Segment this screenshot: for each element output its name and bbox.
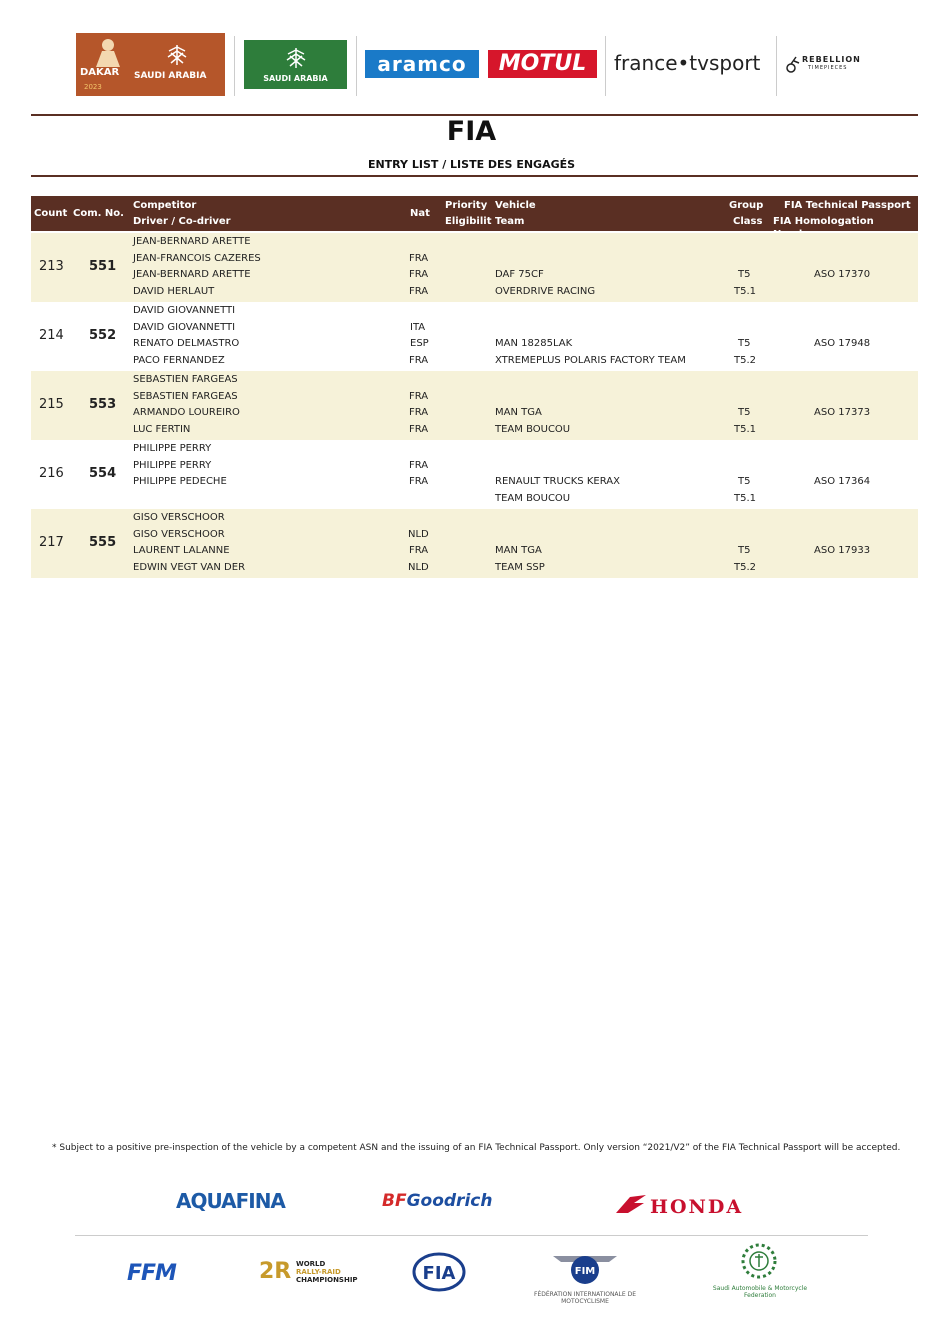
class-cell: T5.2 xyxy=(734,354,757,366)
group-cell: T5 xyxy=(738,545,751,556)
fim-logo-icon xyxy=(549,1248,621,1290)
nat-cell: FRA xyxy=(409,423,429,435)
dakar-rider-icon xyxy=(88,37,128,67)
crew-cell: DAVID GIOVANNETTI xyxy=(133,321,236,333)
col-eligibility: Eligibilit xyxy=(445,216,492,227)
competitor-cell: SEBASTIEN FARGEAS xyxy=(133,374,238,385)
nat-cell: FRA xyxy=(409,545,429,556)
count-cell: 217 xyxy=(39,535,64,550)
col-class: Class xyxy=(733,216,763,227)
nat-cell: FRA xyxy=(409,390,429,402)
com-no-cell: 552 xyxy=(89,328,117,343)
nat-cell: FRA xyxy=(409,285,429,297)
col-nat: Nat xyxy=(410,208,430,219)
palm-icon xyxy=(284,44,308,70)
com-no-cell: 551 xyxy=(89,259,117,274)
col-driver-codriver: Driver / Co-driver xyxy=(133,216,231,227)
motul-logo: MOTUL xyxy=(488,50,597,78)
col-count: Count xyxy=(34,208,68,219)
crew-cell: LAURENT LALANNE xyxy=(133,545,230,556)
col-competitor: Competitor xyxy=(133,200,197,211)
passport-cell: ASO 17364 xyxy=(814,476,871,487)
world-rally-raid-text: WORLD RALLY-RAID CHAMPIONSHIP xyxy=(296,1260,358,1284)
table-row xyxy=(31,371,918,440)
logo-divider xyxy=(776,36,777,96)
table-header xyxy=(31,196,918,231)
logo-divider xyxy=(356,36,357,96)
count-cell: 215 xyxy=(39,397,64,412)
table-row xyxy=(31,509,918,578)
title-rule xyxy=(31,175,918,177)
crew-cell: GISO VERSCHOOR xyxy=(133,528,225,540)
crew-cell: DAVID HERLAUT xyxy=(133,285,215,297)
table-row xyxy=(31,302,918,371)
footnote: * Subject to a positive pre-inspection of the vehicle by a competent ASN and the issuing of an FIA Technical Passport. Only version “2021/V2” of the FIA Technical Passport will be accepted. xyxy=(52,1143,901,1153)
passport-cell: ASO 17373 xyxy=(814,407,871,418)
team-cell: OVERDRIVE RACING xyxy=(495,285,596,297)
col-priority: Priority xyxy=(445,200,488,211)
passport-cell: ASO 17948 xyxy=(814,338,871,349)
page-title: FIA xyxy=(446,116,497,147)
nat-cell: ITA xyxy=(410,321,426,333)
fim-logo-text: FIM xyxy=(574,1266,596,1277)
ffm-logo: FFM xyxy=(127,1261,176,1286)
vehicle-cell: MAN TGA xyxy=(495,407,542,418)
col-vehicle: Vehicle xyxy=(495,200,536,211)
competitor-cell: DAVID GIOVANNETTI xyxy=(133,305,236,316)
col-passport: FIA Technical Passport xyxy=(784,200,911,211)
crew-cell: ARMANDO LOUREIRO xyxy=(133,407,240,418)
page-subtitle: ENTRY LIST / LISTE DES ENGAGÉS xyxy=(367,158,576,171)
crew-cell: SEBASTIEN FARGEAS xyxy=(133,390,238,402)
count-cell: 216 xyxy=(39,466,64,481)
honda-wing-icon xyxy=(614,1193,648,1215)
rebellion-icon xyxy=(786,55,800,73)
passport-cell: ASO 17370 xyxy=(814,269,871,280)
footer-divider xyxy=(75,1235,868,1236)
col-team: Team xyxy=(495,216,525,227)
competitor-cell: PHILIPPE PERRY xyxy=(133,443,212,454)
vehicle-cell: DAF 75CF xyxy=(495,269,544,280)
dakar-logo: DAKAR 2023 SAUDI ARABIA xyxy=(76,33,225,96)
class-cell: T5.1 xyxy=(734,492,757,504)
france-tv-sport-logo: france•tvsport xyxy=(614,51,761,75)
vehicle-cell: MAN TGA xyxy=(495,545,542,556)
count-cell: 213 xyxy=(39,259,64,274)
nat-cell: NLD xyxy=(408,561,429,573)
logo-divider xyxy=(605,36,606,96)
table-row xyxy=(31,233,918,302)
group-cell: T5 xyxy=(738,269,751,280)
nat-cell: FRA xyxy=(409,459,429,471)
nat-cell: NLD xyxy=(408,528,429,540)
fia-seal-text: FIA xyxy=(422,1263,456,1284)
team-cell: XTREMEPLUS POLARIS FACTORY TEAM xyxy=(495,354,686,366)
fim-text: FÉDÉRATION INTERNATIONALE DE MOTOCYCLISME xyxy=(534,1291,636,1305)
crew-cell: LUC FERTIN xyxy=(133,423,191,435)
col-com-no: Com. No. xyxy=(73,208,124,219)
fia-seal-icon xyxy=(412,1252,466,1292)
samf-emblem-icon xyxy=(736,1243,782,1283)
honda-logo: HONDA xyxy=(650,1196,744,1218)
rebellion-logo: REBELLION TIMEPIECES xyxy=(786,53,876,75)
crew-cell: JEAN-BERNARD ARETTE xyxy=(133,269,251,280)
saudi-arabia-logo: SAUDI ARABIA xyxy=(244,40,347,89)
group-cell: T5 xyxy=(738,338,751,349)
group-cell: T5 xyxy=(738,476,751,487)
crew-cell: RENATO DELMASTRO xyxy=(133,338,240,349)
crew-cell: PHILIPPE PEDECHE xyxy=(133,476,227,487)
count-cell: 214 xyxy=(39,328,64,343)
samf-text: Saudi Automobile & Motorcycle Federation xyxy=(712,1285,808,1299)
bfgoodrich-logo: BFGoodrich xyxy=(382,1191,493,1211)
passport-cell: ASO 17933 xyxy=(814,545,871,556)
table-row xyxy=(31,440,918,509)
aramco-logo: aramco xyxy=(365,50,479,78)
crew-cell: PACO FERNANDEZ xyxy=(133,354,225,366)
vehicle-cell: MAN 18285LAK xyxy=(495,338,573,349)
palm-icon xyxy=(164,41,190,67)
team-cell: TEAM SSP xyxy=(495,561,545,573)
group-cell: T5 xyxy=(738,407,751,418)
nat-cell: FRA xyxy=(409,252,429,264)
nat-cell: FRA xyxy=(409,407,429,418)
col-group: Group xyxy=(729,200,764,211)
crew-cell: EDWIN VEGT VAN DER xyxy=(133,561,246,573)
nat-cell: FRA xyxy=(409,476,429,487)
com-no-cell: 554 xyxy=(89,466,117,481)
nat-cell: FRA xyxy=(409,269,429,280)
nat-cell: FRA xyxy=(409,354,429,366)
crew-cell: JEAN-FRANCOIS CAZERES xyxy=(133,252,261,264)
logo-divider xyxy=(234,36,235,96)
com-no-cell: 553 xyxy=(89,397,117,412)
col-homologation: FIA Homologation xyxy=(773,216,874,227)
com-no-cell: 555 xyxy=(89,535,117,550)
aquafina-logo: AQUAFINA xyxy=(176,1189,285,1213)
nat-cell: ESP xyxy=(410,338,429,349)
team-cell: TEAM BOUCOU xyxy=(495,423,571,435)
two-r-logo: 2R xyxy=(259,1259,292,1284)
vehicle-cell: RENAULT TRUCKS KERAX xyxy=(495,476,620,487)
competitor-cell: GISO VERSCHOOR xyxy=(133,512,225,523)
team-cell: TEAM BOUCOU xyxy=(495,492,571,504)
class-cell: T5.1 xyxy=(734,423,757,435)
class-cell: T5.2 xyxy=(734,561,757,573)
class-cell: T5.1 xyxy=(734,285,757,297)
competitor-cell: JEAN-BERNARD ARETTE xyxy=(133,236,251,247)
crew-cell: PHILIPPE PERRY xyxy=(133,459,212,471)
